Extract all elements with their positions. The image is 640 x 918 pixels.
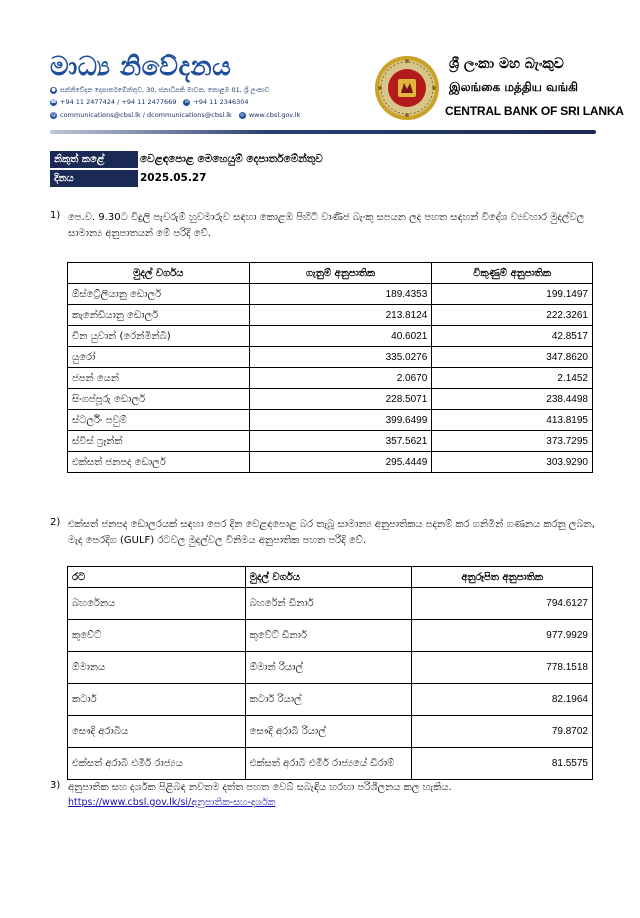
selling-cell: 222.3261 <box>432 305 593 326</box>
email-line <box>50 111 300 119</box>
col-header-buying: ගැනුම් අනුපාතික <box>249 263 432 284</box>
table-header-row <box>68 263 593 284</box>
date-value: 2025.05.27 <box>140 172 207 184</box>
section2-text: එක්සත් ජනපද ඩොලරයක් සඳහා පෙර දින වෙළඳපොළ බර තැබූ සාමාන්‍ය අනුපාතිකය පදනම් කර ගනිමින් ගණනය කරනු ලබන, මැද පෙරදිග (GULF) රටවල මුදල්වල විනිමය අනුපාතික පහත පරිදි වේ. <box>68 519 595 546</box>
currency-cell: ඕස්ට්‍රේලියානු ඩොලර් <box>68 284 250 305</box>
date-label: දිනය <box>50 170 138 187</box>
table-row <box>68 431 593 452</box>
selling-cell: 347.8620 <box>432 347 593 368</box>
fax-icon: ✉ <box>184 98 190 105</box>
rate-cell: 82.1964 <box>412 684 593 716</box>
currency-cell: බහරේන් ඩිනාර් <box>245 588 412 620</box>
currency-cell: කැනේඩියානු ඩොලර් <box>68 305 250 326</box>
address-text: සන්නිවේදන දෙපාර්තමේන්තුව, 30, ජනාධිපති මාවත, කොළඹ 01, ශ්‍රී ලංකාව <box>60 86 270 94</box>
selling-cell: 413.8195 <box>432 410 593 431</box>
email-icon: @ <box>51 111 56 118</box>
address-line <box>50 86 269 95</box>
currency-cell: ජපන් යෙන් <box>68 368 250 389</box>
selling-cell: 373.7295 <box>432 431 593 452</box>
col-header-rate: අනුරූපිත අනුපාතික <box>412 567 593 588</box>
buying-cell: 189.4353 <box>249 284 432 305</box>
table-row <box>68 716 593 748</box>
website-text[interactable]: www.cbsl.gov.lk <box>248 111 301 119</box>
table-row <box>68 588 593 620</box>
rate-cell: 977.9929 <box>412 620 593 652</box>
currency-cell: ස්ටර්ලිං පවුම් <box>68 410 250 431</box>
issued-by-value: වෙළඳපොළ මෙහෙයුම් දෙපාර්තමේන්තුව <box>140 153 323 165</box>
header-divider <box>50 130 596 134</box>
currency-cell: එක්සත් අරාබි එමීර් රාජ්‍යයේ ඩිරාම් <box>245 748 412 780</box>
table-row <box>68 368 593 389</box>
col-header-selling: විකුණුම් අනුපාතික <box>432 263 593 284</box>
buying-cell: 213.8124 <box>249 305 432 326</box>
section1-text: පෙ.ව. 9.30ට විදුලි පැවරුම් හුවමාරුව සඳහා කොළඹ පිහිටි වාණිජ බැංකු සපයන ලද පහත සඳහන් විදේශ ව්‍යවහාර මුදල්වල සාමාන්‍ය අනුපාතයන් මේ පරිදි වේ. <box>68 212 585 239</box>
rate-cell: 794.6127 <box>412 588 593 620</box>
table-row <box>68 347 593 368</box>
currency-cell: ඕමාන් රියාල් <box>245 652 412 684</box>
currency-cell: කුවේට් ඩිනාර් <box>245 620 412 652</box>
bank-name-sinhala: ශ්‍රී ලංකා මහ බැංකුව <box>449 56 564 72</box>
table-row <box>68 452 593 473</box>
page-title: මාධ්‍ය නිවේදනය <box>50 52 232 82</box>
col-header-country: රට <box>68 567 246 588</box>
buying-cell: 357.5621 <box>249 431 432 452</box>
rate-cell: 81.5575 <box>412 748 593 780</box>
currency-cell: සෞදි අරාබි රියාල් <box>245 716 412 748</box>
currency-cell: චීන යුවාන් (රෙන්මින්බි) <box>68 326 250 347</box>
col-header-currency: මුදල් වර්ගය <box>245 567 412 588</box>
table-row <box>68 410 593 431</box>
buying-cell: 399.6499 <box>249 410 432 431</box>
currency-cell: සිංගප්පූරු ඩොලර් <box>68 389 250 410</box>
buying-cell: 335.0276 <box>249 347 432 368</box>
currency-cell: යුරෝ <box>68 347 250 368</box>
table-header-row <box>68 567 593 588</box>
selling-cell: 199.1497 <box>432 284 593 305</box>
country-cell: සෞදි අරාබිය <box>68 716 246 748</box>
table-row <box>68 748 593 780</box>
table-row <box>68 389 593 410</box>
buying-cell: 40.6021 <box>249 326 432 347</box>
location-icon: ● <box>51 87 56 93</box>
web-icon: ◎ <box>240 111 245 118</box>
bank-name-tamil: இலங்கை மத்திய வங்கி <box>449 80 578 94</box>
email-text[interactable]: communications@cbsl.lk / dcommunications@cbsl.lk <box>60 111 232 119</box>
country-cell: කුවේට් <box>68 620 246 652</box>
exchange-rate-table <box>67 262 593 473</box>
table-row <box>68 305 593 326</box>
bank-seal-icon <box>374 55 440 121</box>
phone-line <box>50 98 249 106</box>
country-cell: කටාර් <box>68 684 246 716</box>
table-row <box>68 284 593 305</box>
country-cell: ඕමානය <box>68 652 246 684</box>
bank-name-english: CENTRAL BANK OF SRI LANKA <box>445 104 624 118</box>
table-row <box>68 684 593 716</box>
fax-text: +94 11 2346304 <box>193 98 249 106</box>
country-cell: එක්සත් අරාබි එමීර් රාජ්‍යය <box>68 748 246 780</box>
phone-text: +94 11 2477424 / +94 11 2477669 <box>60 98 177 106</box>
selling-cell: 42.8517 <box>432 326 593 347</box>
buying-cell: 2.0670 <box>249 368 432 389</box>
currency-cell: එක්සත් ජනපද ඩොලර් <box>68 452 250 473</box>
currency-cell: කටාර් රියාල් <box>245 684 412 716</box>
buying-cell: 228.5071 <box>249 389 432 410</box>
table-row <box>68 620 593 652</box>
selling-cell: 2.1452 <box>432 368 593 389</box>
rates-indicators-link[interactable]: https://www.cbsl.gov.lk/si/අනුපාතික-සහ-දර්ශක <box>68 797 276 808</box>
rate-cell: 778.1518 <box>412 652 593 684</box>
section2-number: 2) <box>50 517 61 528</box>
gulf-rate-table <box>67 566 593 780</box>
section1-number: 1) <box>50 210 61 221</box>
table-row <box>68 652 593 684</box>
country-cell: බහරේනය <box>68 588 246 620</box>
selling-cell: 303.9290 <box>432 452 593 473</box>
issued-by-label: නිකුත් කළේ <box>50 151 138 168</box>
selling-cell: 238.4498 <box>432 389 593 410</box>
section3-text: අනුපාතික සහ දර්ශක පිළිබඳ නවතම දත්ත පහත වෙබ් සබැඳිය හරහා පරිශීලනය කල හැකිය. <box>68 782 452 793</box>
rate-cell: 79.8702 <box>412 716 593 748</box>
buying-cell: 295.4449 <box>249 452 432 473</box>
col-header-currency: මුදල් වර්ගය <box>68 263 250 284</box>
table-row <box>68 326 593 347</box>
section3-number: 3) <box>50 780 61 791</box>
phone-icon: ☎ <box>50 98 57 105</box>
currency-cell: ස්විස් ෆ්‍රෑන්ක් <box>68 431 250 452</box>
